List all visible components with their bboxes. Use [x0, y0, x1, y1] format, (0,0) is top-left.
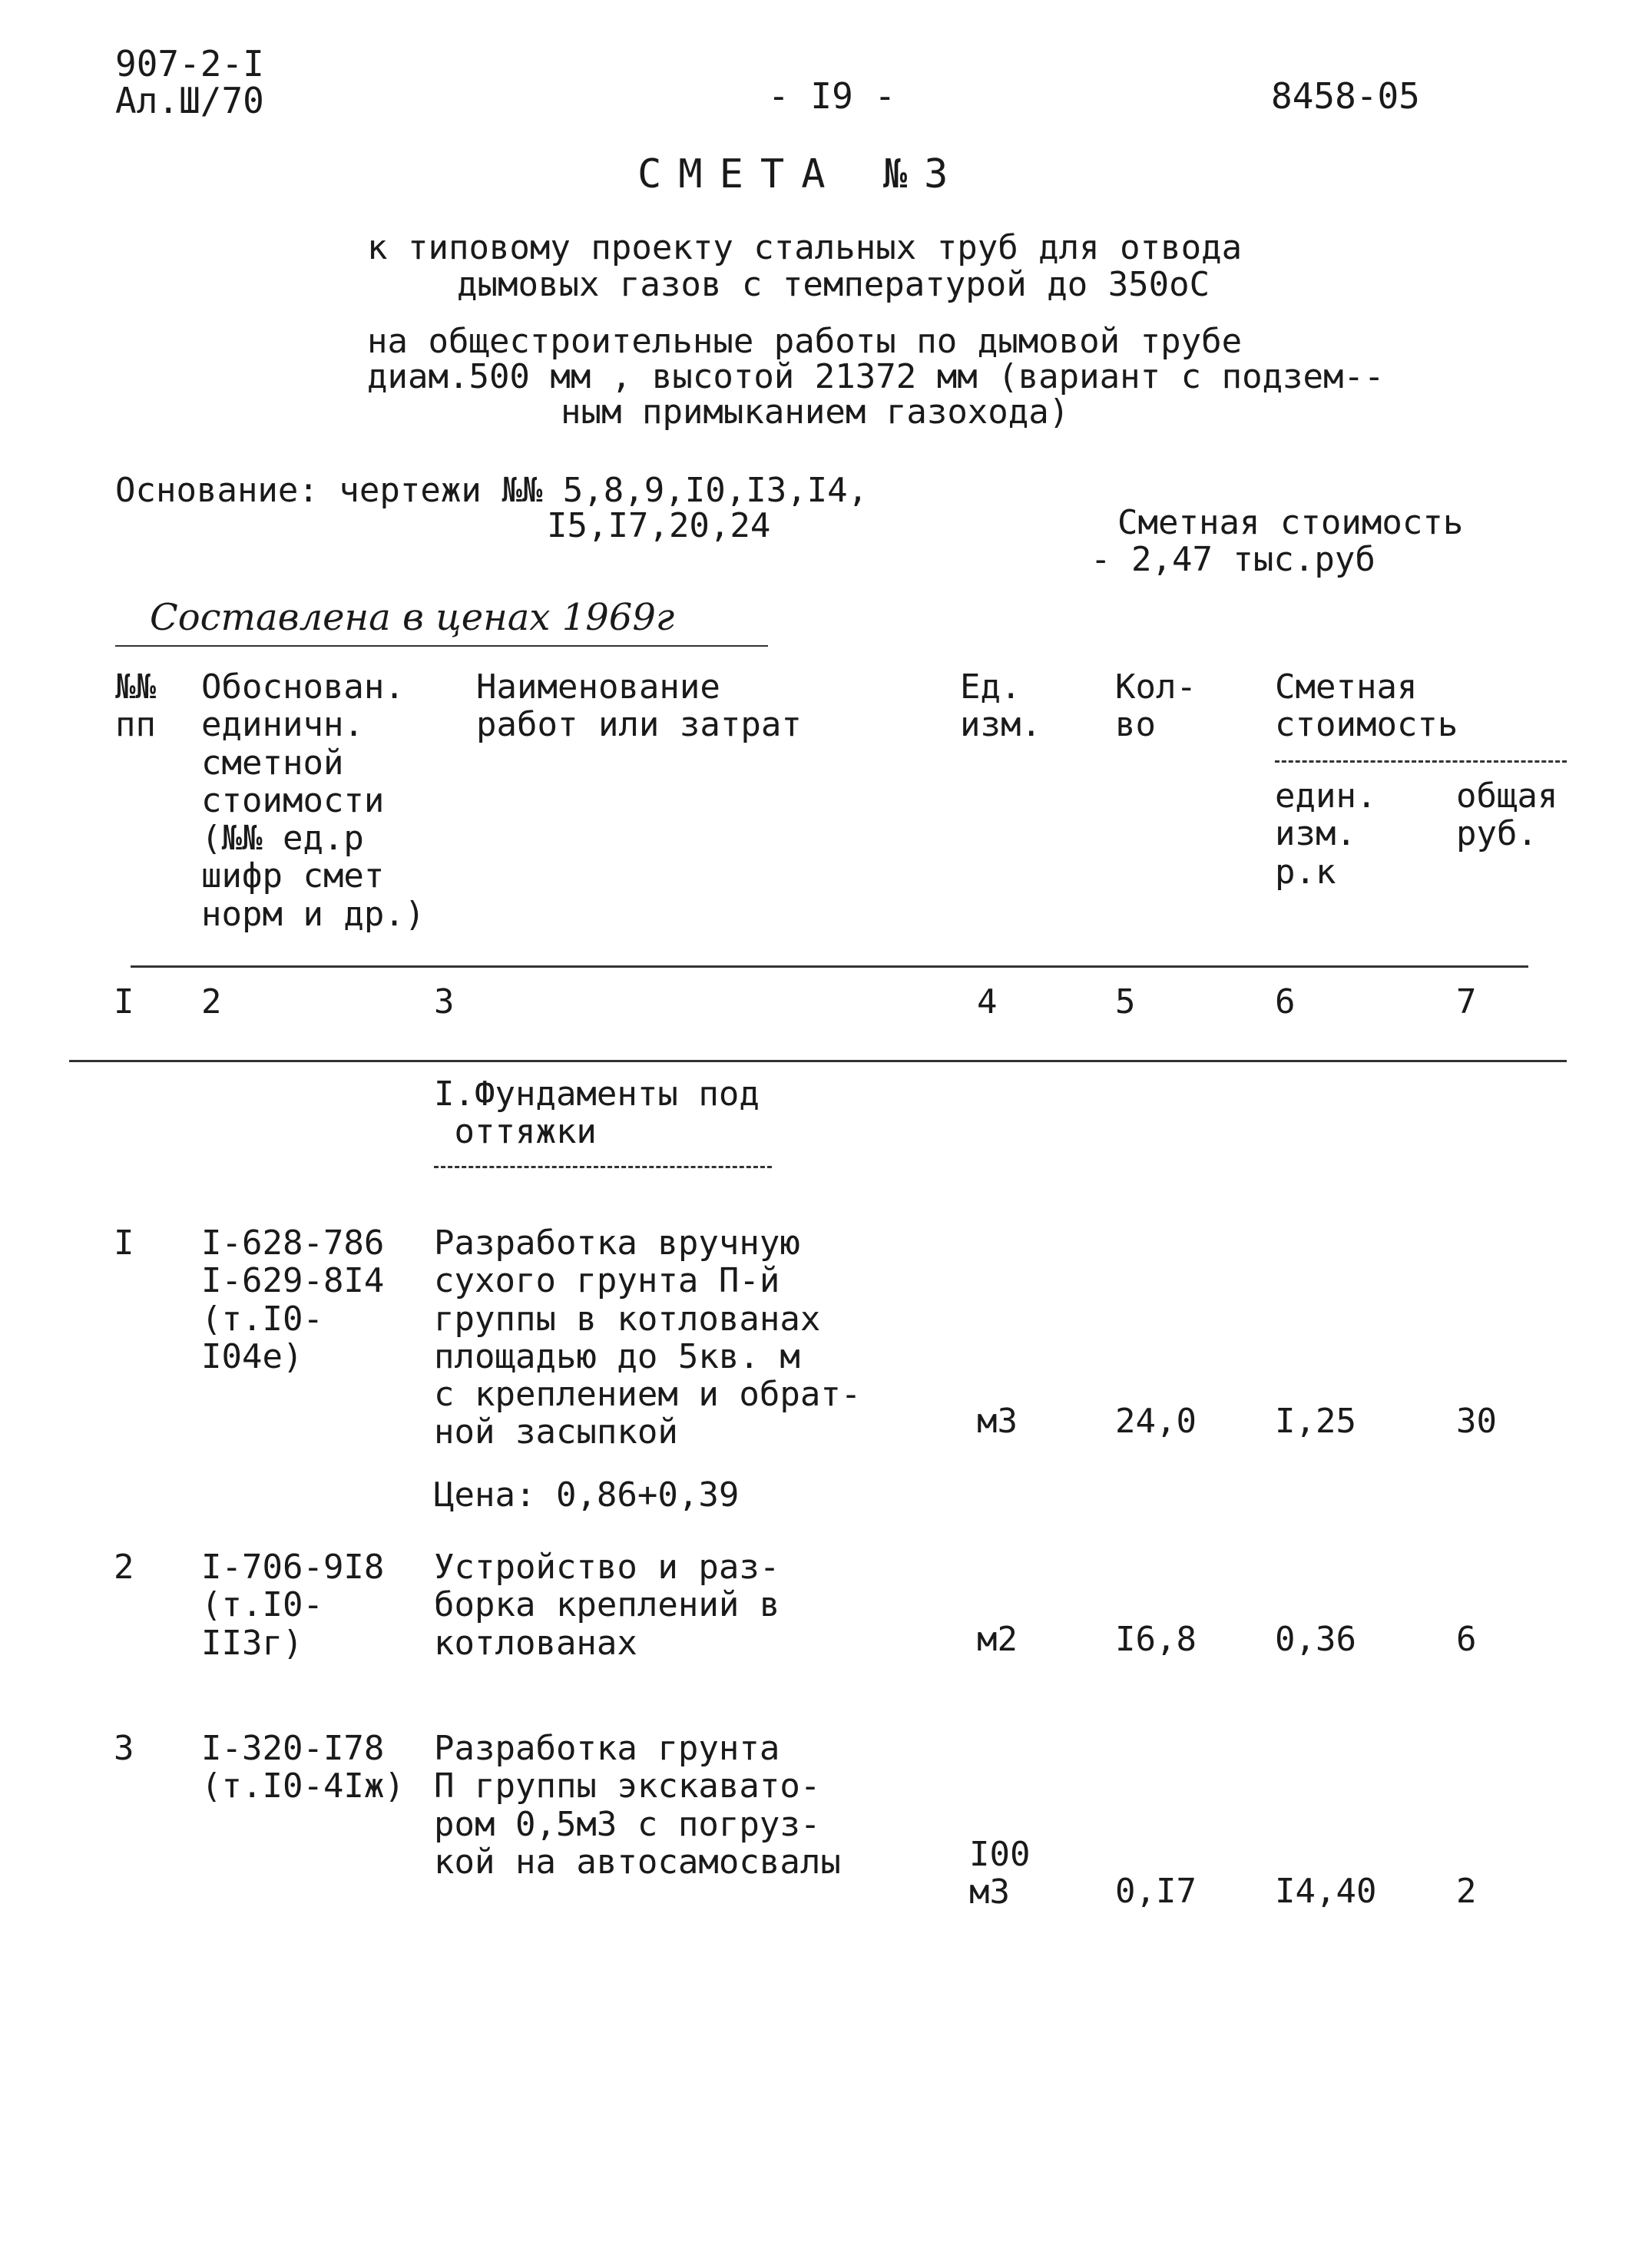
document-title: СМЕТА №3 — [637, 151, 965, 197]
row-3-number: 3 — [114, 1729, 134, 1768]
description-line-1: на общестроительные работы по дымовой трубе — [367, 322, 1243, 361]
row-3-total: 2 — [1456, 1872, 1477, 1911]
estimated-cost-value: - 2,47 тыс.руб — [1091, 540, 1375, 579]
col-number-6: 6 — [1275, 982, 1296, 1021]
header-bottom-rule — [131, 965, 1528, 968]
section-title: I.Фундаменты под оттяжки — [434, 1074, 760, 1152]
row-2-quantity: I6,8 — [1115, 1620, 1197, 1659]
row-2-code: I-706-9I8 (т.I0- II3г) — [201, 1548, 385, 1663]
header-row-number: №№ пп — [115, 667, 156, 745]
compiled-prices-note: Составлена в ценах 1969г — [150, 596, 675, 639]
row-2-unit-price: 0,36 — [1275, 1620, 1356, 1659]
header-name: Наименование работ или затрат — [476, 667, 802, 745]
row-3-unit: I00 м3 — [969, 1835, 1031, 1912]
row-2-name: Устройство и раз- борка креплений в котлованах — [434, 1548, 780, 1663]
cost-group-divider — [1275, 760, 1567, 763]
header-total: общая руб. — [1456, 776, 1558, 854]
row-2-total: 6 — [1456, 1620, 1477, 1659]
description-line-3: ным примыканием газохода) — [561, 392, 1070, 432]
row-1-quantity: 24,0 — [1115, 1402, 1197, 1441]
row-3-code: I-320-I78 (т.I0-4Iж) — [201, 1729, 405, 1806]
col-number-7: 7 — [1456, 982, 1477, 1021]
column-numbers-rule — [69, 1060, 1567, 1062]
row-1-unit: м3 — [977, 1402, 1018, 1441]
album-code: Ал.Ш/70 — [115, 80, 264, 121]
col-number-1: I — [114, 982, 134, 1021]
document-number: 8458-05 — [1271, 75, 1420, 117]
row-1-name: Разработка вручную сухого грунта П-й группы в котлованах площадью до 5кв. м с креплением и обрат- ной засыпкой — [434, 1223, 862, 1452]
basis-label: Основание: чертежи №№ 5,8,9,I0,I3,I4, — [115, 471, 869, 510]
estimated-cost-label: Сметная стоимость — [1117, 503, 1464, 542]
row-1-code: I-628-786 I-629-8I4 (т.I0- I04е) — [201, 1223, 385, 1376]
col-number-4: 4 — [977, 982, 998, 1021]
col-number-3: 3 — [434, 982, 455, 1021]
basis-drawings-continued: I5,I7,20,24 — [547, 506, 771, 545]
subtitle-line-2: дымовых газов с температурой до 350оС — [457, 265, 1210, 304]
row-1-price-note: Цена: 0,86+0,39 — [434, 1475, 740, 1515]
description-line-2: диам.500 мм , высотой 21372 мм (вариант с подзем-- — [367, 357, 1385, 396]
row-3-quantity: 0,I7 — [1115, 1872, 1197, 1911]
header-cost-group: Сметная стоимость — [1275, 667, 1458, 745]
header-unit: Ед. изм. — [960, 667, 1041, 745]
row-3-name: Разработка грунта П группы экскавато- ром 0,5м3 с погруз- кой на автосамосвалы — [434, 1729, 841, 1882]
page-number: - I9 - — [768, 75, 896, 117]
row-3-unit-price: I4,40 — [1275, 1872, 1377, 1911]
header-quantity: Кол- во — [1115, 667, 1197, 745]
col-number-5: 5 — [1115, 982, 1136, 1021]
subtitle-line-1: к типовому проекту стальных труб для отвода — [367, 228, 1243, 267]
header-basis: Обоснован. единичн. сметной стоимости (№№ ед.р шифр смет норм и др.) — [201, 667, 425, 934]
project-code: 907-2-I — [115, 43, 264, 84]
row-1-number: I — [114, 1223, 134, 1263]
header-unit-price: един. изм. р.к — [1275, 776, 1377, 892]
row-1-total: 30 — [1456, 1402, 1497, 1441]
row-2-number: 2 — [114, 1548, 134, 1587]
col-number-2: 2 — [201, 982, 222, 1021]
section-underline — [434, 1166, 772, 1168]
row-1-unit-price: I,25 — [1275, 1402, 1356, 1441]
row-2-unit: м2 — [977, 1620, 1018, 1659]
note-underline — [115, 645, 768, 647]
